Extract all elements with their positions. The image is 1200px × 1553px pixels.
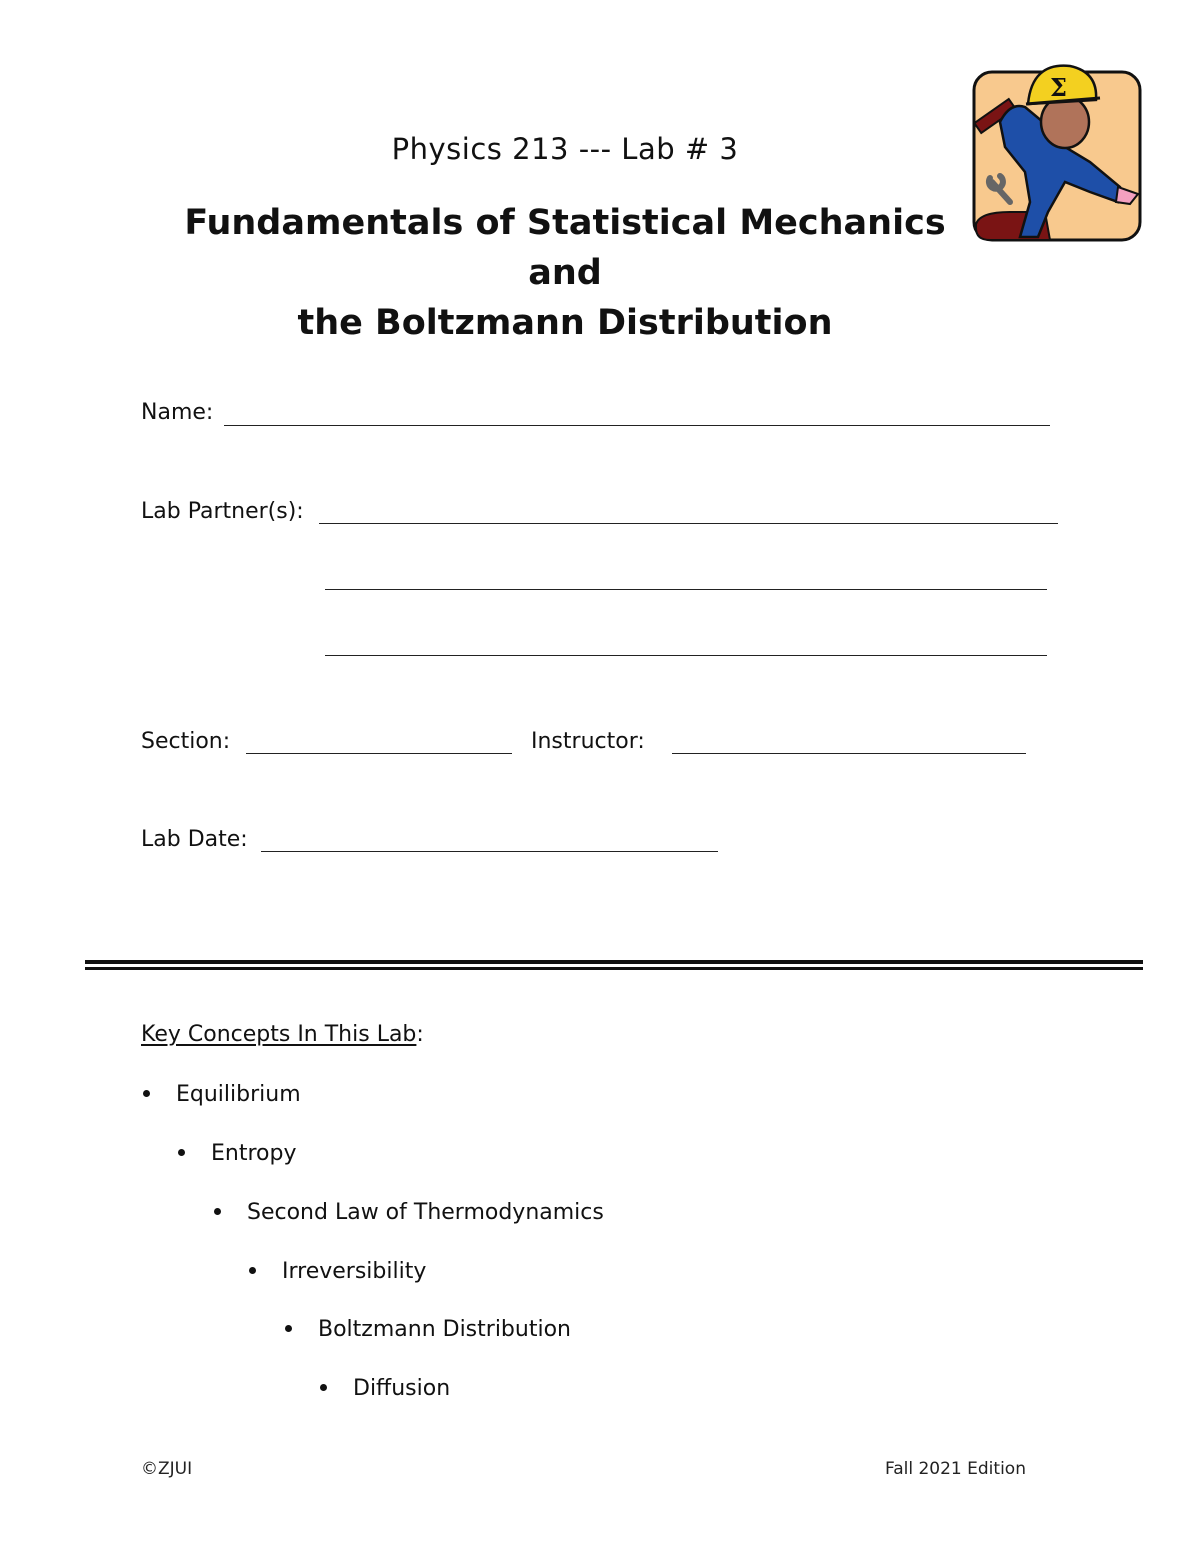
list-item-text: Second Law of Thermodynamics	[247, 1200, 604, 1225]
list-item	[249, 1259, 426, 1284]
key-concepts-heading	[141, 1022, 424, 1047]
divider-rule	[85, 960, 1143, 964]
section-label: Section:	[141, 729, 231, 754]
key-concepts-colon: :	[416, 1022, 424, 1047]
section-field[interactable]	[246, 753, 512, 754]
lab-partner-field-3[interactable]	[325, 655, 1047, 656]
svg-text:Σ: Σ	[1050, 73, 1067, 102]
page-title	[180, 198, 950, 348]
name-label: Name:	[141, 400, 214, 425]
key-concepts-heading-text: Key Concepts In This Lab	[141, 1022, 417, 1047]
list-item	[320, 1376, 450, 1401]
list-item-text: Diffusion	[353, 1376, 451, 1401]
lab-partners-label: Lab Partner(s):	[141, 499, 304, 524]
lab-date-label: Lab Date:	[141, 827, 248, 852]
instructor-label: Instructor:	[531, 729, 645, 754]
list-item-text: Boltzmann Distribution	[318, 1317, 571, 1342]
list-item-text: Entropy	[211, 1141, 297, 1166]
list-item	[178, 1141, 296, 1166]
worker-with-wrench-icon	[970, 52, 1148, 244]
copyright-text: ©ZJUI	[141, 1459, 193, 1479]
list-item-text: Equilibrium	[176, 1082, 301, 1107]
list-item	[214, 1200, 604, 1225]
bullet-icon	[143, 1090, 150, 1097]
lab-date-field[interactable]	[261, 851, 718, 852]
lab-partner-field-2[interactable]	[325, 589, 1047, 590]
instructor-field[interactable]	[672, 753, 1026, 754]
divider-rule-secondary	[85, 967, 1143, 970]
course-heading: Physics 213 --- Lab # 3	[391, 132, 739, 166]
list-item	[143, 1082, 301, 1107]
page-title-line-2: the Boltzmann Distribution	[297, 303, 833, 343]
lab-partner-field-1[interactable]	[319, 523, 1058, 524]
page-title-line-1: Fundamentals of Statistical Mechanics and	[184, 203, 946, 293]
bullet-icon	[285, 1325, 292, 1332]
bullet-icon	[249, 1267, 256, 1274]
name-field[interactable]	[224, 425, 1050, 426]
list-item-text: Irreversibility	[282, 1259, 427, 1284]
bullet-icon	[320, 1384, 327, 1391]
bullet-icon	[214, 1208, 221, 1215]
edition-text: Fall 2021 Edition	[885, 1459, 1026, 1479]
list-item	[285, 1317, 571, 1342]
bullet-icon	[178, 1149, 185, 1156]
